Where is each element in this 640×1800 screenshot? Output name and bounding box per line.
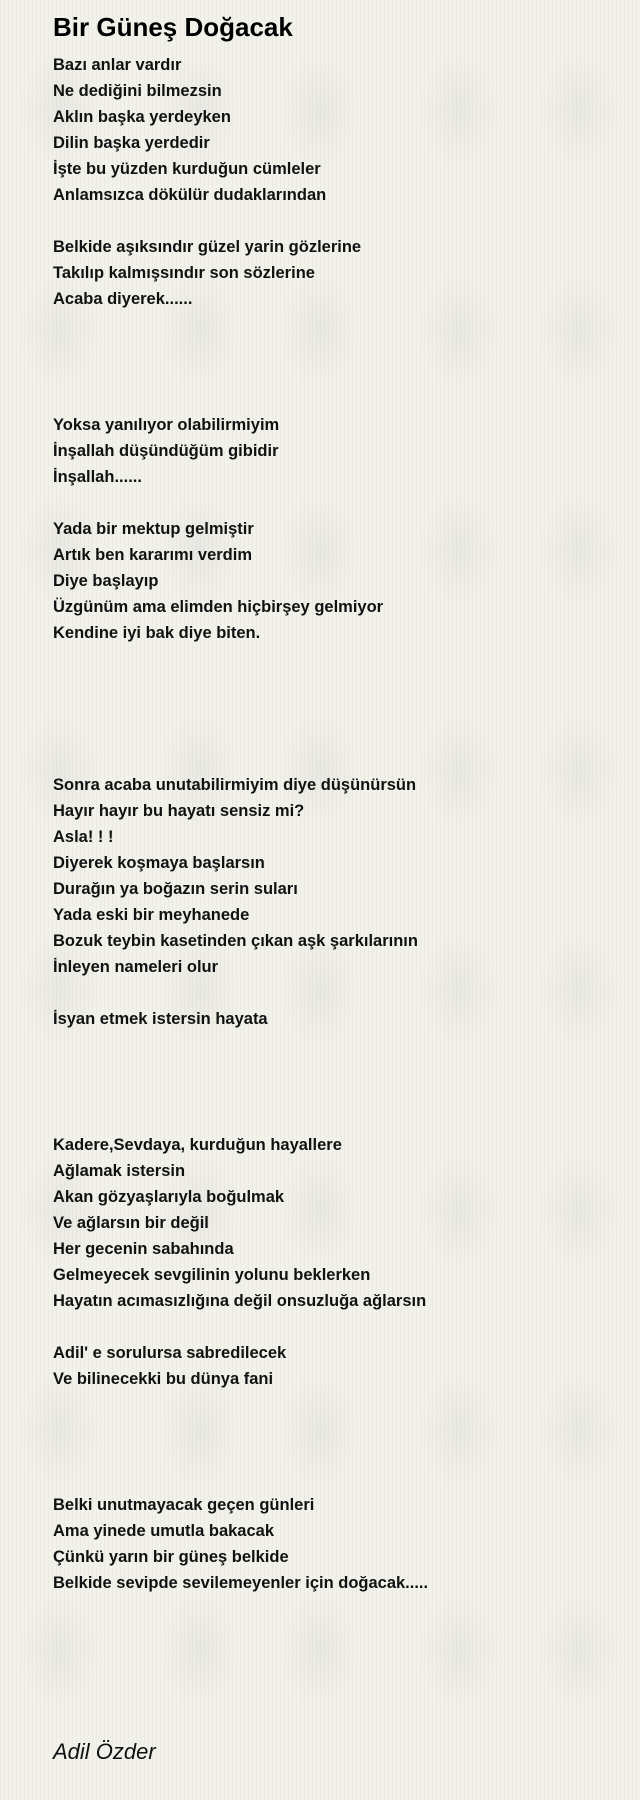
stanza [53, 772, 613, 980]
stanza [53, 1492, 613, 1596]
poem-line: Çünkü yarın bir güneş belkide [53, 1548, 289, 1566]
poem-line: Kadere,Sevdaya, kurduğun hayallere [53, 1136, 342, 1154]
poem-line: Diyerek koşmaya başlarsın [53, 854, 265, 872]
poem-line: İşte bu yüzden kurduğun cümleler [53, 160, 321, 178]
poem-line: İnşallah düşündüğüm gibidir [53, 442, 279, 460]
poem-line: Yada bir mektup gelmiştir [53, 520, 254, 538]
stanza-gap [53, 1314, 613, 1340]
stanza-gap [53, 208, 613, 234]
poem-line: Diye başlayıp [53, 572, 159, 590]
poem-line: Belki unutmayacak geçen günleri [53, 1496, 315, 1514]
poem-line: Aklın başka yerdeyken [53, 108, 231, 126]
poem-line: Durağın ya boğazın serin suları [53, 880, 298, 898]
stanza [53, 52, 613, 208]
poem-title: Bir Güneş Doğacak [53, 12, 293, 42]
poem-line: Acaba diyerek...... [53, 290, 193, 308]
poem-line: Sonra acaba unutabilirmiyim diye düşünürsün [53, 776, 417, 794]
poem-line: Yada eski bir meyhanede [53, 906, 250, 924]
poem-line: Dilin başka yerdedir [53, 134, 210, 152]
poem-line: Üzgünüm ama elimden hiçbirşey gelmiyor [53, 598, 384, 616]
stanza [53, 1340, 613, 1392]
poem-line: Gelmeyecek sevgilinin yolunu beklerken [53, 1266, 371, 1284]
poem-line: Ağlamak istersin [53, 1162, 186, 1180]
poem-line: Ne dediğini bilmezsin [53, 82, 222, 100]
poem-line: Bazı anlar vardır [53, 56, 182, 74]
poem-line: Her gecenin sabahında [53, 1240, 234, 1258]
stanza-gap [53, 646, 613, 772]
poem-line: İnleyen nameleri olur [53, 958, 219, 976]
stanza-gap [53, 490, 613, 516]
poem-line: Asla! ! ! [53, 828, 114, 846]
poem-line: Takılıp kalmışsındır son sözlerine [53, 264, 315, 282]
stanza-gap [53, 1392, 613, 1492]
poem-line: Hayatın acımasızlığına değil onsuzluğa ağlarsın [53, 1292, 427, 1310]
poem-line: Adil' e sorulursa sabredilecek [53, 1344, 287, 1362]
author-name: Adil Özder [53, 1739, 156, 1764]
poem-line: Hayır hayır bu hayatı sensiz mi? [53, 802, 305, 820]
poem-line: Bozuk teybin kasetinden çıkan aşk şarkılarının [53, 932, 418, 950]
poem-line: Belkide sevipde sevilemeyenler için doğacak..... [53, 1574, 429, 1592]
poem-line: Kendine iyi bak diye biten. [53, 624, 261, 642]
poem-body [53, 52, 613, 1596]
poem-line: Ve bilinecekki bu dünya fani [53, 1370, 274, 1388]
poem-line: Akan gözyaşlarıyla boğulmak [53, 1188, 285, 1206]
stanza [53, 516, 613, 646]
stanza [53, 234, 613, 312]
poem-line: İsyan etmek istersin hayata [53, 1010, 268, 1028]
poem-line: Yoksa yanılıyor olabilirmiyim [53, 416, 280, 434]
stanza [53, 1006, 613, 1032]
poem-line: Ama yinede umutla bakacak [53, 1522, 275, 1540]
poem-line: İnşallah...... [53, 468, 142, 486]
stanza [53, 1132, 613, 1314]
poem-line: Artık ben kararımı verdim [53, 546, 252, 564]
poem-line: Belkide aşıksındır güzel yarin gözlerine [53, 238, 362, 256]
poem-line: Ve ağlarsın bir değil [53, 1214, 209, 1232]
stanza-gap [53, 980, 613, 1006]
stanza [53, 412, 613, 490]
poem-line: Anlamsızca dökülür dudaklarından [53, 186, 327, 204]
stanza-gap [53, 312, 613, 412]
stanza-gap [53, 1032, 613, 1132]
